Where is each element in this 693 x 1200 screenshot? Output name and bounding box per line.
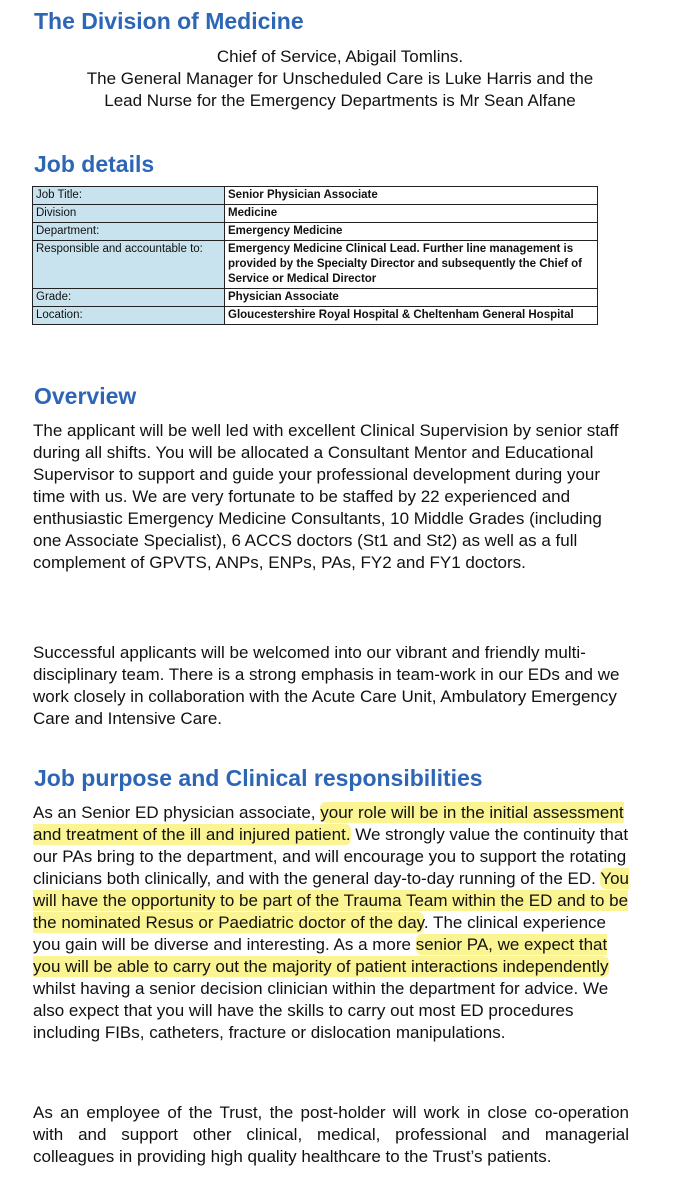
division-value: Medicine (225, 205, 598, 223)
overview-heading: Overview (34, 383, 137, 409)
location-value: Gloucestershire Royal Hospital & Cheltenham General Hospital (225, 307, 598, 325)
table-row (33, 241, 598, 289)
text-run: whilst having a senior decision clinician within the department for advice. We also expect that you will have the skills to carry out most ED procedures including FIBs, catheters, fracture or dislocation manipulations. (33, 979, 609, 1042)
lead-nurse-line: Lead Nurse for the Emergency Departments is Mr Sean Alfane (104, 91, 576, 110)
table-row (33, 187, 598, 205)
overview-paragraph-2: Successful applicants will be welcomed into our vibrant and friendly multi-disciplinary team. There is a strong emphasis in team-work in our EDs and we work closely in collaboration with the Acute Care Unit, Ambulatory Emergency Care and Intensive Care. (33, 643, 620, 728)
text-run: We strongly value the continuity that our PAs bring to the department, and will encourage you to support the rotating clinicians both clinically, and with the general day-to-day running of the ED. (33, 825, 629, 888)
department-label: Department: (33, 223, 225, 241)
job-title-label: Job Title: (33, 187, 225, 205)
responsible-label: Responsible and accountable to: (33, 241, 225, 289)
table-row (33, 205, 598, 223)
chief-of-service-line: Chief of Service, Abigail Tomlins. (216, 47, 464, 66)
job-details-heading: Job details (34, 151, 155, 177)
general-manager-line: The General Manager for Unscheduled Care is Luke Harris and the (86, 69, 594, 88)
text-run: . The clinical experience you gain will be diverse and interesting. As a more (33, 913, 606, 954)
grade-label: Grade: (33, 289, 225, 307)
table-row (33, 289, 598, 307)
division-label: Division (33, 205, 225, 223)
highlighted-text: senior PA, we expect that you will be able to carry out the majority of patient interactions independently (33, 935, 609, 976)
table-row (33, 307, 598, 325)
grade-value: Physician Associate (225, 289, 598, 307)
division-intro (30, 46, 650, 112)
table-row (33, 223, 598, 241)
overview-paragraph-1: The applicant will be well led with excellent Clinical Supervision by senior staff during all shifts. You will be allocated a Consultant Mentor and Educational Supervisor to support and guide your professional development during your time with us. We are very fortunate to be staffed by 22 experienced and enthusiastic Emergency Medicine Consultants, 10 Middle Grades (including one Associate Specialist), 6 ACCS doctors (St1 and St2) as well as a full complement of GPVTS, ANPs, ENPs, PAs, FY2 and FY1 doctors. (33, 421, 619, 572)
job-purpose-heading: Job purpose and Clinical responsibilities (34, 765, 483, 791)
highlighted-text: your role will be in the initial assessment and treatment of the ill and injured patient. (33, 803, 624, 844)
job-purpose-paragraph-2: As an employee of the Trust, the post-holder will work in close co-operation with and support other clinical, medical, professional and managerial colleagues in providing high quality healthcare to the Trust’s patients. (33, 1103, 629, 1166)
text-run: As an Senior ED physician associate, (33, 803, 321, 822)
responsible-value: Emergency Medicine Clinical Lead. Further line management is provided by the Specialty Director and subsequently the Chief of Service or Medical Director (225, 241, 598, 289)
department-value: Emergency Medicine (225, 223, 598, 241)
highlighted-text: You will have the opportunity to be part of the Trauma Team within the ED and to be the nominated Resus or Paediatric doctor of the day (33, 869, 629, 932)
job-details-table (32, 186, 598, 325)
location-label: Location: (33, 307, 225, 325)
job-purpose-paragraph-1 (33, 802, 629, 1044)
division-heading: The Division of Medicine (34, 8, 304, 34)
job-title-value: Senior Physician Associate (225, 187, 598, 205)
